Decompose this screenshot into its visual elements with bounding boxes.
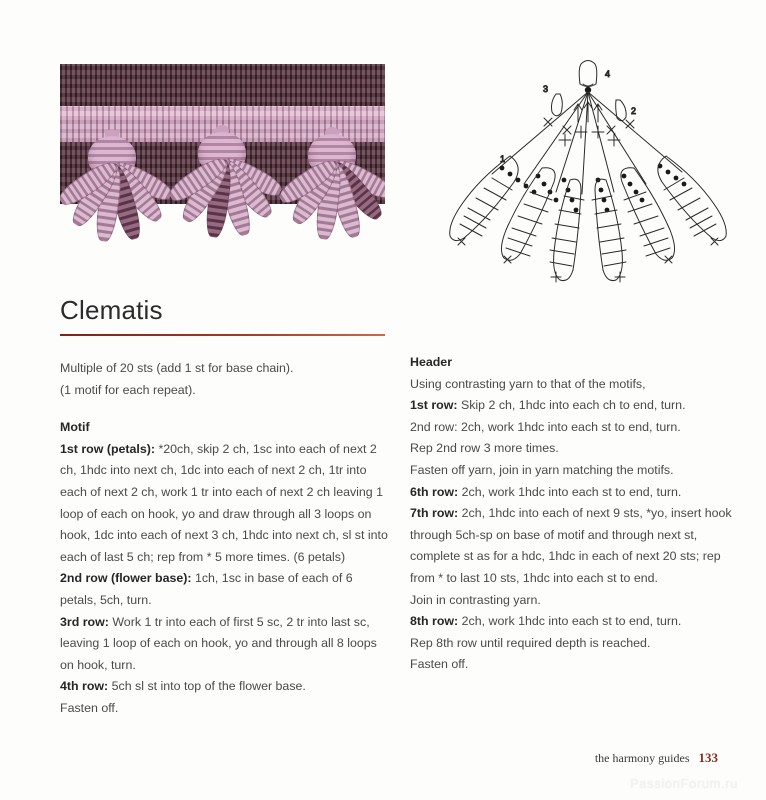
intro-line-1: Multiple of 20 sts (add 1 st for base chain). [60, 361, 294, 375]
header-row-6-text: 2ch, work 1hdc into each st to end, turn. [458, 484, 682, 499]
photo-band-light-1 [60, 106, 385, 120]
header-row-6 [410, 482, 740, 504]
right-column [410, 352, 740, 676]
motif-row-1-label: 1st row (petals): [60, 441, 156, 456]
left-column [60, 358, 390, 720]
header-row-7-label: 7th row: [410, 506, 459, 521]
header-row-7 [410, 503, 740, 589]
swatch-photo-inner [60, 64, 385, 266]
motif-row-1-text: *20ch, skip 2 ch, 1sc into each of next 2 ch, 1hdc into next ch, 1dc into each of next 2 ch, 1tr into each of next 2 ch, work 1 tr into each of next 2 ch leaving 1 loop of each on hook, yo and draw through all 3 loops on hook, 1dc into each of next 3 ch, 1hdc into next ch, sl st into each of last 5 ch; rep from * 5 more times. (6 petals) [60, 441, 388, 564]
header-row-1-label: 1st row: [410, 398, 458, 413]
site-watermark: PassionForum.ru [630, 776, 738, 791]
header-row-1-text: Skip 2 ch, 1hdc into each ch to end, turn. [457, 398, 686, 413]
chart-petal [621, 168, 675, 260]
photo-motif-1 [60, 136, 172, 266]
motif-row-4 [60, 676, 390, 698]
swatch-photo [60, 64, 385, 266]
motif-row-3 [60, 612, 390, 677]
chart-label-1: 1 [500, 154, 506, 164]
header-row-8-label: 8th row: [410, 614, 459, 629]
chart-petal-tips [458, 238, 718, 282]
chart-spokes [492, 92, 682, 194]
footer-page-number: 133 [698, 750, 718, 765]
header-heading: Header [410, 355, 453, 369]
chart-petal [592, 179, 626, 280]
motif-row-3-label: 3rd row: [60, 614, 109, 629]
motif-row-2 [60, 568, 390, 611]
header-row-7-text: 2ch, 1hdc into each of next 9 sts, *yo, insert hook through 5ch-sp on base of motif and through next st, complete st as for a hdc, 1hdc in each of next 20 sts; rep from * to last 10 sts, 1hdc into each st to end. [410, 506, 732, 585]
header-intro: Using contrasting yarn to that of the motifs, [410, 376, 646, 391]
header-join-contrasting: Join in contrasting yarn. [410, 592, 541, 607]
header-row-8 [410, 611, 740, 633]
header-fasten-join: Fasten off yarn, join in yarn matching the motifs. [410, 462, 674, 477]
motif-row-2-label: 2nd row (flower base): [60, 571, 192, 586]
motif-row-3-text: Work 1 tr into each of first 5 sc, 2 tr into last sc, leaving 1 loop of each on hook, yo and through all 8 loops on hook, turn. [60, 614, 377, 672]
motif-fasten-off: Fasten off. [60, 700, 119, 715]
header-fasten-off: Fasten off. [410, 657, 469, 672]
motif-row-4-text: 5ch sl st into top of the flower base. [108, 679, 306, 694]
chart-petal [550, 179, 584, 280]
header-row-1 [410, 395, 740, 417]
header-row-6-label: 6th row: [410, 484, 459, 499]
chart-side-loops [552, 94, 627, 121]
chart-petal [658, 156, 726, 241]
chart-tr-marks [574, 102, 602, 122]
title-rule [60, 334, 385, 336]
motif-row-4-label: 4th row: [60, 679, 109, 694]
chart-petal [501, 168, 555, 260]
footer [595, 750, 718, 766]
header-rep-2nd: Rep 2nd row 3 more times. [410, 441, 559, 456]
chart-label-4: 4 [605, 69, 611, 79]
page-title: Clematis [60, 295, 163, 325]
chart-top-loop [579, 61, 597, 87]
header-rep-8th: Rep 8th row until required depth is reached. [410, 635, 651, 650]
motif-row-1 [60, 439, 390, 569]
chart-label-2: 2 [631, 106, 637, 116]
crochet-chart-diagram [438, 52, 738, 292]
header-row-8-text: 2ch, work 1hdc into each st to end, turn. [458, 614, 682, 629]
footer-book-title: the harmony guides [594, 751, 690, 765]
photo-motif-3 [274, 134, 385, 264]
motif-row-2-text: 1ch, 1sc in base of each of 6 petals, 5ch, turn. [60, 571, 353, 607]
photo-motif-2 [164, 132, 282, 262]
header-row-2: 2nd row: 2ch, work 1hdc into each st to end, turn. [410, 419, 681, 434]
chart-petal [450, 156, 518, 241]
motif-heading: Motif [60, 420, 90, 435]
intro-line-2: (1 motif for each repeat). [60, 382, 196, 397]
chart-label-3: 3 [543, 84, 549, 94]
photo-band-dark-top [60, 64, 385, 106]
chart-sc-marks [544, 118, 634, 146]
